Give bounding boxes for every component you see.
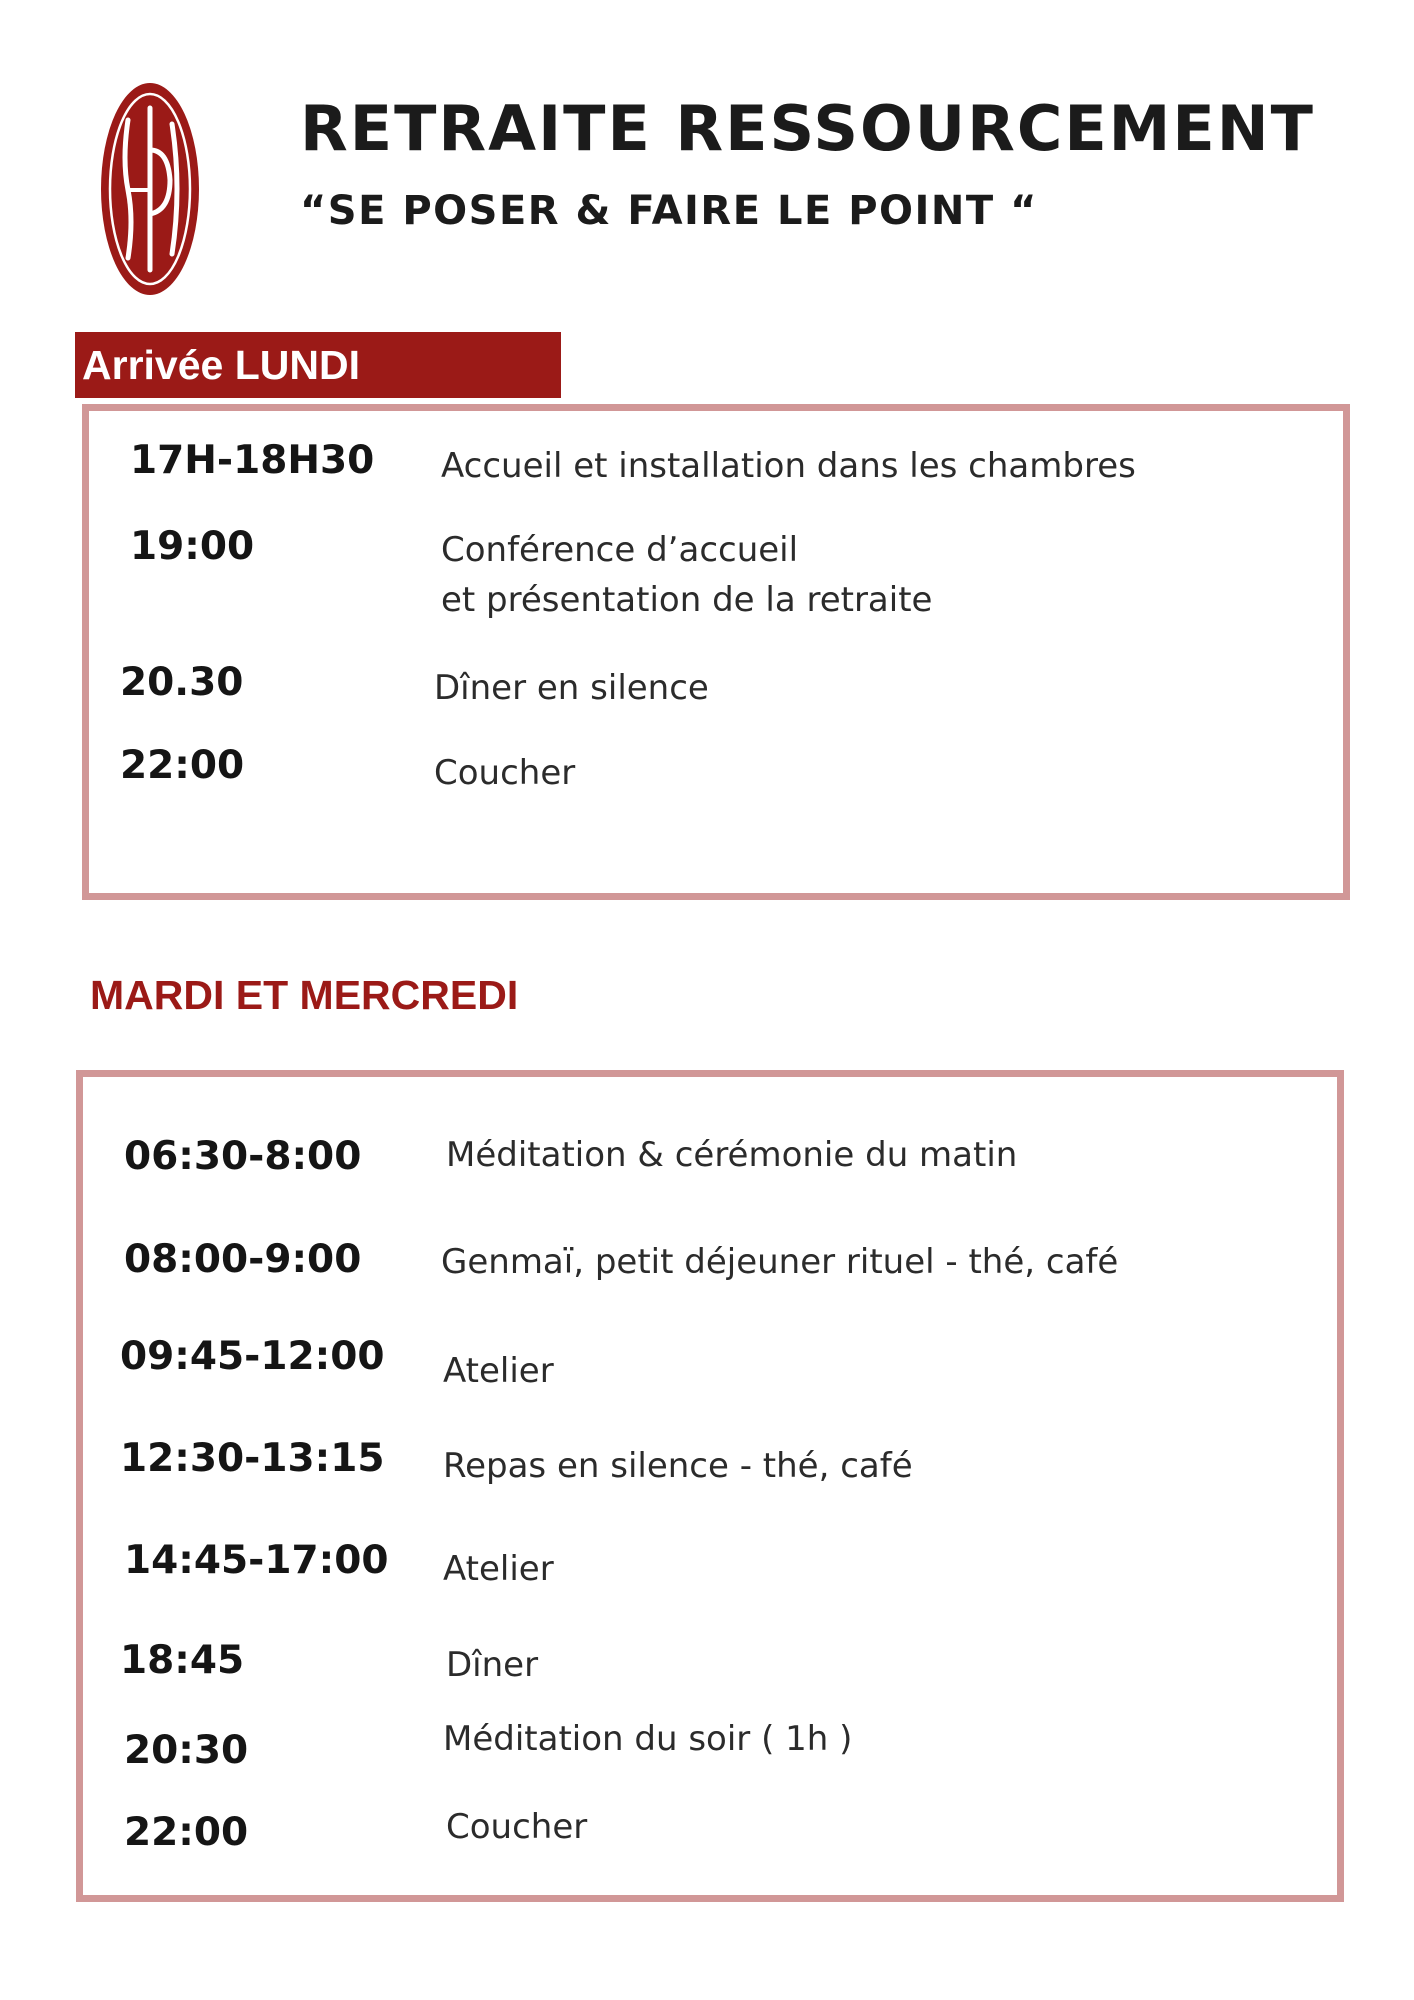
schedule-activity: Dîner <box>446 1645 539 1685</box>
monday-banner: Arrivée LUNDI <box>75 332 561 398</box>
schedule-activity: Repas en silence - thé, café <box>443 1446 913 1486</box>
schedule-activity: Atelier <box>443 1351 554 1391</box>
schedule-time: 08:00-9:00 <box>124 1237 362 1282</box>
schedule-time: 19:00 <box>130 524 255 569</box>
schedule-activity: Accueil et installation dans les chambres <box>441 446 1136 486</box>
tue-wed-heading: MARDI ET MERCREDI <box>90 972 519 1018</box>
schedule-time: 20:30 <box>124 1728 249 1773</box>
schedule-activity: Conférence d’accueil <box>441 530 799 570</box>
schedule-time: 18:45 <box>120 1638 245 1683</box>
schedule-time: 22:00 <box>120 743 245 788</box>
red-oval-seal-logo-icon <box>98 80 202 298</box>
schedule-time: 09:45-12:00 <box>120 1334 385 1379</box>
schedule-time: 22:00 <box>124 1810 249 1855</box>
page-subtitle: “SE POSER & FAIRE LE POINT “ <box>300 188 1038 234</box>
schedule-activity-line2: et présentation de la retraite <box>441 580 933 620</box>
schedule-time: 06:30-8:00 <box>124 1134 362 1179</box>
schedule-activity: Atelier <box>443 1549 554 1589</box>
schedule-activity: Dîner en silence <box>434 668 709 708</box>
schedule-time: 14:45-17:00 <box>124 1538 389 1583</box>
schedule-activity: Genmaï, petit déjeuner rituel - thé, café <box>441 1242 1119 1282</box>
schedule-activity: Coucher <box>434 753 576 793</box>
schedule-time: 12:30-13:15 <box>120 1436 385 1481</box>
schedule-time: 17H-18H30 <box>130 438 375 483</box>
page-title: RETRAITE RESSOURCEMENT <box>300 92 1315 165</box>
schedule-time: 20.30 <box>120 660 244 705</box>
schedule-activity: Méditation & cérémonie du matin <box>446 1135 1018 1175</box>
schedule-activity: Méditation du soir ( 1h ) <box>443 1719 853 1759</box>
schedule-activity: Coucher <box>446 1807 588 1847</box>
